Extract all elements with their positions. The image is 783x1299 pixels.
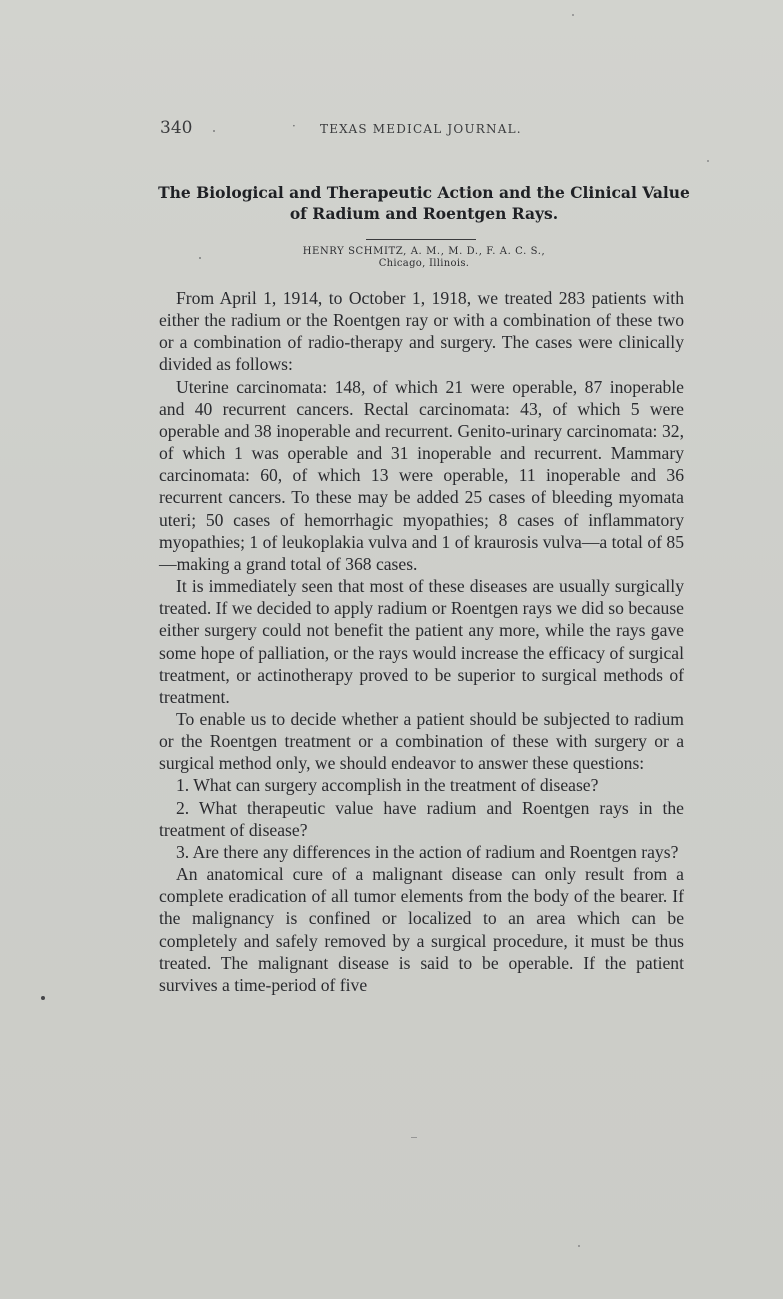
title-divider: [366, 239, 476, 240]
paragraph: From April 1, 1914, to October 1, 1918, we treated 283 patients with either the radium or the Roentgen ray or with a combination of these two or a combination of radio-therapy and surgery. The cases were clinically divided as follows:: [159, 288, 684, 375]
question-1: 1. What can surgery accomplish in the treatment of disease?: [176, 775, 599, 796]
article-body: [159, 287, 684, 996]
paper-speck: [213, 130, 215, 132]
article-title-line-1: The Biological and Therapeutic Action and the Clinical Value: [158, 183, 690, 202]
question-3: 3. Are there any differences in the action of radium and Roentgen rays?: [176, 841, 679, 862]
paper-speck: [199, 257, 201, 259]
journal-title: TEXAS MEDICAL JOURNAL.: [320, 122, 522, 136]
paragraph: It is immediately seen that most of these diseases are usually surgically treated. If we decided to apply radium or Roentgen rays we did so because either surgery could not benefit the patient any more, while the rays gave some hope of palliation, or the rays would increase the efficacy of surgical treatment, or actinotherapy proved to be superior to surgical methods of treatment.: [159, 576, 684, 707]
paper-speck: [707, 160, 709, 162]
running-header: [160, 118, 700, 140]
article-title: [150, 182, 698, 224]
article-title-line-2: of Radium and Roentgen Rays.: [289, 204, 559, 223]
paper-speck: [572, 14, 574, 16]
paper-speck: [411, 1137, 417, 1138]
paragraph: Uterine carcinomata: 148, of which 21 were operable, 87 inoperable and 40 recurrent cancers. Rectal carcinomata: 43, of which 5 were operable and 38 inoperable and recurrent. Genito-urinary carcinomata: 32, of which 1 was operable and 31 inoperable and recurrent. Mammary carcinomata: 60, of which 13 were operable, 11 inoperable and 36 recurrent cancers. To these may be added 25 cases of bleeding myomata uteri; 50 cases of hemorrhagic myopathies; 8 cases of inflammatory myopathies; 1 of leukoplakia vulva and 1 of kraurosis vulva—a total of 85—making a grand total of 368 cases.: [159, 376, 684, 574]
author-name: HENRY SCHMITZ, A. M., M. D., F. A. C. S.,: [302, 246, 546, 257]
paper-speck: [578, 1245, 580, 1247]
paragraph: An anatomical cure of a malignant disease can only result from a complete eradication of all tumor elements from the body of the bearer. If the malignancy is confined or localized to an area which can be completely and safely removed by a surgical procedure, it must be thus treated. The malignant disease is said to be operable. If the patient survives a time-period of five: [159, 864, 684, 995]
author-location: Chicago, Illinois.: [378, 258, 470, 269]
header-separator: ·: [292, 119, 296, 133]
paper-speck: [41, 996, 45, 1000]
paragraph: To enable us to decide whether a patient should be subjected to radium or the Roentgen treatment or a combination of these with surgery or a surgical method only, we should endeavor to answer these questions:: [159, 708, 684, 774]
author-block: [150, 246, 698, 270]
page-number: 340: [160, 118, 193, 138]
question-2: 2. What therapeutic value have radium and Roentgen rays in the treatment of disease?: [159, 797, 684, 840]
